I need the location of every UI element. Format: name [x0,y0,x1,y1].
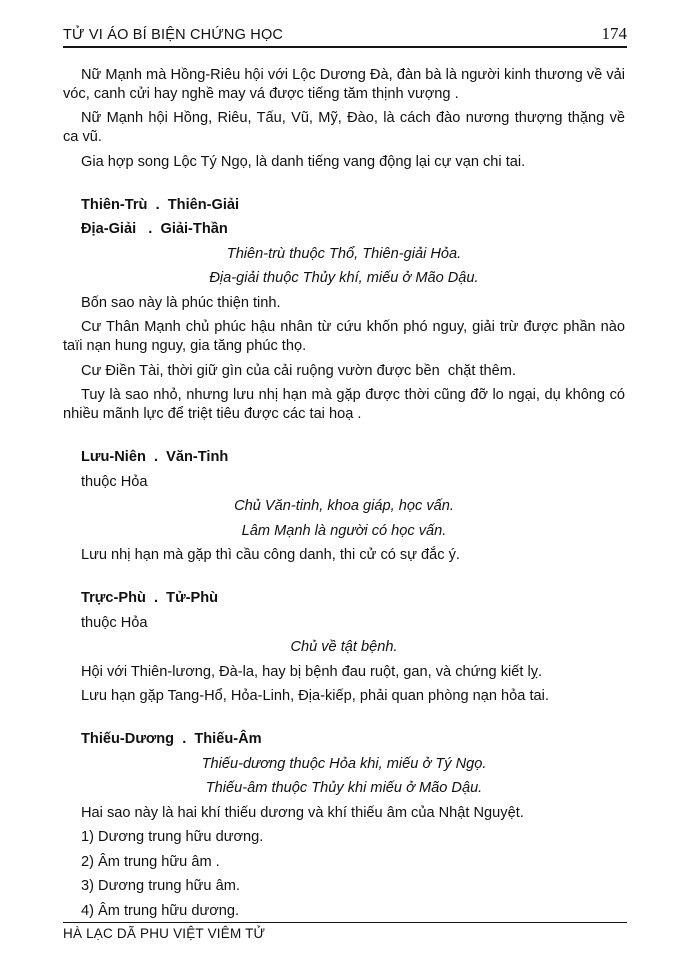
paragraph: Lưu hạn gặp Tang-Hổ, Hỏa-Linh, Địa-kiếp, phải quan phòng nạn hỏa tai. [81,688,549,704]
paragraph: thuộc Hỏa [81,614,148,631]
quote-line: Địa-giải thuộc Thủy khí, miếu ở Mão Dậu. [209,270,479,286]
book-title: TỬ VI ÁO BÍ BIỆN CHỨNG HỌC [63,27,284,43]
quote-line: Thiên-trù thuộc Thổ, Thiên-giải Hỏa. [226,245,462,262]
paragraph: thuộc Hỏa [81,473,148,490]
paragraph: Tuy là sao nhỏ, nhưng lưu nhị hạn mà gặp được thời cũng đỡ lo ngại, dụ không có nhiều mãnh lực để triệt tiêu được các tai hoạ . [63,387,625,422]
spacer [63,571,625,584]
paragraph: Hai sao này là hai khí thiếu dương và khí thiếu âm của Nhật Nguyệt. [81,804,524,821]
page-footer [63,922,627,941]
paragraph: Nữ Mạnh mà Hồng-Riêu hội với Lộc Dương Đà, đàn bà là người kinh thương về vải vóc, canh cửi hay nghề may vá được tiếng tăm thịnh vượng . [63,66,625,102]
spacer [63,712,625,725]
paragraph: 3) Dương trung hữu âm. [81,878,240,894]
quote-line: Chủ Văn-tinh, khoa giáp, học vấn. [234,498,454,514]
paragraph: Cư Thân Mạnh chủ phúc hậu nhân từ cứu khốn phó nguy, giải trừ được phần nào taïi nạn hung nguy, gia tăng phúc thọ. [63,319,625,354]
quote-line: Thiếu-dương thuộc Hỏa khi, miếu ở Tý Ngọ. [201,755,487,772]
paragraph: 2) Âm trung hữu âm . [81,853,220,870]
paragraph: Gia hợp song Lộc Tý Ngọ, là danh tiếng vang động lại cự vạn chi tai. [81,153,526,170]
paragraph: 4) Âm trung hữu dương. [81,902,240,919]
footer-author: HÀ LẠC DÃ PHU VIỆT VIÊM TỬ [63,926,266,941]
page-header [63,26,627,48]
page-number: 174 [601,24,627,43]
quote-line: Lâm Mạnh là người có học vấn. [241,522,447,539]
section-heading: Thiên-Trù . Thiên-Giải [81,196,240,213]
paragraph: Nữ Mạnh hội Hồng, Riêu, Tấu, Vũ, Mỹ, Đào, là cách đào nương thượng thặng về ca vũ. [63,110,625,145]
quote-line: Thiếu-âm thuộc Thủy khi miếu ở Mão Dậu. [205,780,483,796]
spacer [63,177,625,190]
page-body [63,52,625,926]
paragraph: Lưu nhị hạn mà gặp thì cầu công danh, thi cử có sự đắc ý. [81,547,460,563]
section-heading: Lưu-Niên . Văn-Tinh [81,449,229,465]
section-heading: Thiếu-Dương . Thiếu-Âm [81,731,262,747]
section-heading: Địa-Giải . Giải-Thần [81,221,228,237]
section-heading: Trực-Phù . Tử-Phù [81,590,219,606]
paragraph: Bốn sao này là phúc thiện tinh. [81,294,281,311]
spacer [63,430,625,443]
paragraph: Hội với Thiên-lương, Đà-la, hay bị bệnh đau ruột, gan, và chứng kiết lỵ. [81,663,543,680]
quote-line: Chủ về tật bệnh. [290,639,398,655]
paragraph: Cư Điền Tài, thời giữ gìn của cải ruộng vườn được bền chặt thêm. [81,362,516,379]
paragraph: 1) Dương trung hữu dương. [81,829,264,845]
